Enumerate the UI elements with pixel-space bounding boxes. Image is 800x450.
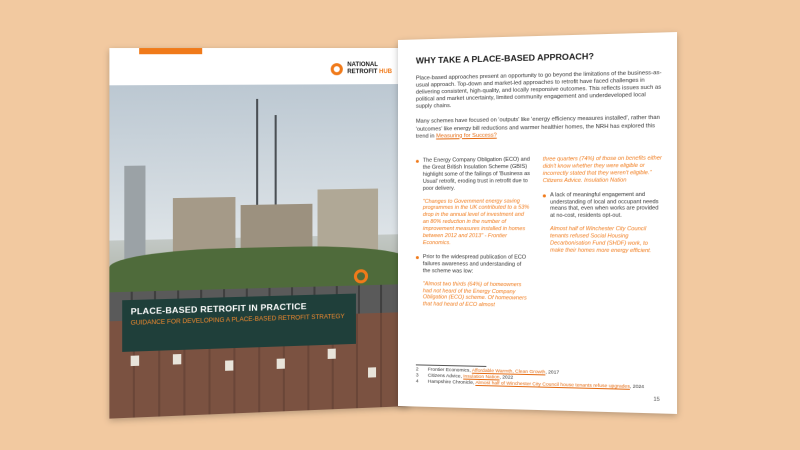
page-intro: [416, 49, 662, 148]
photo-crane: [256, 99, 258, 221]
content-page: [398, 32, 677, 414]
logo-line-2-text: RETROFIT: [347, 69, 378, 76]
footnote-text: Frontier Economics,: [427, 367, 472, 374]
national-retrofit-hub-logo-icon: [331, 62, 392, 76]
page-number: 15: [653, 396, 660, 404]
footnote-text: Hampshire Chronicle,: [427, 379, 476, 386]
cover-photo: [109, 84, 410, 419]
logo-line-2: [347, 69, 392, 76]
cover-subtitle: GUIDANCE FOR DEVELOPING A PLACE-BASED RETROFIT STRATEGY: [130, 313, 345, 327]
bullet-awareness: Prior to the widespread publication of ECO failures awareness and understanding of the scheme was low:: [416, 254, 531, 276]
logo-text: [347, 62, 392, 76]
bullet-columns: [416, 155, 662, 319]
measuring-for-success-link[interactable]: Measuring for Success?: [436, 132, 497, 140]
quote-homeowners: "Almost two thirds (64%) of homeowners had not heard of the Energy Company Obligation (ECO) scheme. Of homeowners that had heard of ECO almost: [422, 280, 527, 309]
footnote-number: 4: [415, 379, 419, 385]
photo-window: [368, 367, 376, 377]
quote-frontier: "Changes to Government energy saving programmes in the UK contributed to a 53% drop in the annual level of investment and an 80% reduction in the number of improvement measures installed in homes between 2012 and 2013" - Frontier Economics.: [422, 198, 530, 247]
cover-title-band: [122, 294, 356, 352]
photo-window: [173, 354, 181, 365]
photo-window: [277, 358, 285, 368]
logo-line-1: NATIONAL: [347, 62, 378, 69]
right-column: [543, 155, 662, 319]
cover-title: PLACE-BASED RETROFIT IN PRACTICE: [130, 301, 307, 317]
trend-paragraph-text: Many schemes have focused on 'outputs' like 'energy efficiency measures installed', rather than 'outcomes' like energy bill reductions and warmer healthier homes, the NRH has explored this trend in: [415, 115, 660, 140]
trend-paragraph: [416, 115, 662, 140]
left-column: [416, 157, 531, 317]
footnote-number: 2: [415, 367, 419, 373]
footnote-number: 3: [415, 373, 419, 379]
quote-winchester: Almost half of Winchester City Council tenants refused Social Housing Decarbonisation Fund (SHDF) work, to make their homes more energy efficient.: [550, 226, 652, 255]
logo-hub-text: HUB: [379, 69, 393, 76]
page-heading: WHY TAKE A PLACE-BASED APPROACH?: [415, 50, 594, 66]
photo-window: [328, 349, 336, 359]
logo-ring-icon: [331, 63, 343, 75]
footnote-year: , 2017: [545, 370, 560, 376]
bullet-engagement: A lack of meaningful engagement and understanding of local and occupant needs means that, even when works are provided at no-cost, residents opt-out.: [543, 191, 662, 220]
cover-page: [109, 48, 410, 419]
photo-window: [131, 355, 139, 366]
footnote-link[interactable]: Affordable Warmth, Clean Growth: [471, 368, 546, 376]
photo-window: [225, 360, 233, 371]
intro-paragraph: Place-based approaches present an opportunity to go beyond the limitations of the business-as-usual approach. Top-down and market-led approaches to retrofit have faced challenges in delivering consistent, high-quality, and locally responsive outcomes. This reflects issues such as political and market uncertainty, limited community engagement and underdeveloped local supply chains.: [415, 69, 662, 111]
orange-accent-tab: [139, 48, 202, 54]
quote-citizens-advice: three quarters (74%) of those on benefits either didn't know whether they were eligible or incorrectly stated that they weren't eligible." Citizens Advice. Insulation Nation: [542, 155, 662, 184]
footnote-year: , 2022: [499, 375, 514, 381]
photo-tower-block: [124, 166, 145, 270]
footnote-link[interactable]: Insulation Nation: [463, 374, 500, 381]
footnote-text: Citizens Advice,: [427, 373, 464, 380]
footnote-divider: [416, 364, 486, 367]
footnote-year: , 2024: [629, 384, 645, 391]
footnotes: [416, 367, 662, 391]
bullet-eco: The Energy Company Obligation (ECO) and the Great British Insulation Scheme (GBIS) highlight some of the failings of 'Business as Usual' retrofit, eroding trust in retrofit due to poor delivery.: [416, 157, 531, 193]
footnote-link[interactable]: Almost half of Winchester City Council house tenants refuse upgrades: [475, 380, 630, 390]
